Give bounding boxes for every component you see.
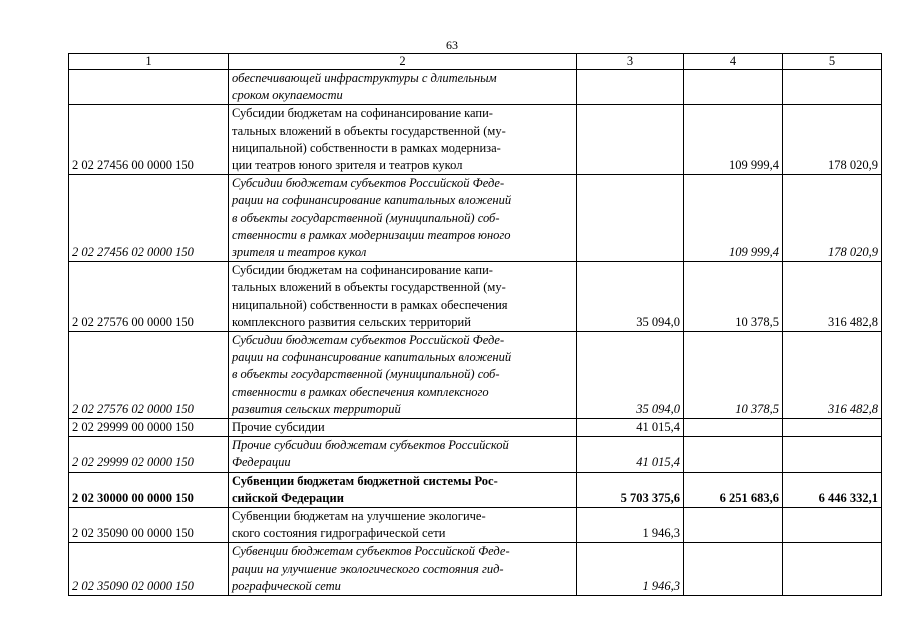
row-value-col3 [577, 105, 684, 175]
table-row [69, 437, 882, 472]
column-header-1: 1 [69, 54, 229, 70]
row-name-line: ственности в рамках модернизации театров юного [232, 227, 511, 242]
table-row [69, 105, 882, 175]
row-code: 2 02 30000 00 0000 150 [69, 472, 229, 507]
row-value-col3 [577, 70, 684, 105]
table-row [69, 262, 882, 332]
row-value-col3: 1 946,3 [577, 543, 684, 596]
row-name-line: ниципальной) собственности в рамках модерниза- [232, 140, 501, 155]
row-code: 2 02 35090 00 0000 150 [69, 508, 229, 543]
table-row [69, 508, 882, 543]
row-value-col3: 41 015,4 [577, 419, 684, 437]
row-value-col5: 316 482,8 [783, 332, 882, 419]
row-value-col5 [783, 543, 882, 596]
row-name [229, 543, 577, 596]
row-name-line: ции театров юного зрителя и театров кукол [232, 158, 463, 173]
row-value-col5 [783, 437, 882, 472]
table-header-row [69, 54, 882, 70]
row-value-col4 [684, 508, 783, 543]
row-name-line: ственности в рамках обеспечения комплексного [232, 384, 489, 399]
row-name-line: Прочие субсидии бюджетам субъектов Российской [232, 438, 509, 453]
row-value-col4: 10 378,5 [684, 332, 783, 419]
row-name [229, 105, 577, 175]
row-name-line: зрителя и театров кукол [232, 245, 367, 260]
row-name [229, 508, 577, 543]
row-code: 2 02 27576 02 0000 150 [69, 332, 229, 419]
table-row [69, 543, 882, 596]
row-name-line: Субсидии бюджетам на софинансирование капи- [232, 106, 493, 121]
row-name-line: рации на софинансирование капитальных вложений [232, 350, 512, 365]
row-name-line: рации на улучшение экологического состояния гид- [232, 561, 504, 576]
row-value-col5: 178 020,9 [783, 175, 882, 262]
row-name-line: тальных вложений в объекты государственной (му- [232, 280, 506, 295]
row-value-col3: 35 094,0 [577, 332, 684, 419]
row-name [229, 419, 577, 437]
row-name-line: тальных вложений в объекты государственной (му- [232, 123, 506, 138]
row-name-line: Субсидии бюджетам на софинансирование капи- [232, 263, 493, 278]
row-name-line: Субвенции бюджетам субъектов Российской Феде- [232, 544, 510, 559]
row-value-col3 [577, 175, 684, 262]
table-row [69, 419, 882, 437]
column-header-5: 5 [783, 54, 882, 70]
column-header-4: 4 [684, 54, 783, 70]
row-value-col4 [684, 437, 783, 472]
row-value-col4: 109 999,4 [684, 175, 783, 262]
row-name-line: ского состояния гидрографической сети [232, 526, 446, 541]
row-value-col4: 10 378,5 [684, 262, 783, 332]
column-header-3: 3 [577, 54, 684, 70]
page-number: 63 [446, 38, 458, 52]
row-name-line: рации на софинансирование капитальных вложений [232, 193, 512, 208]
row-value-col4 [684, 543, 783, 596]
table-row [69, 175, 882, 262]
row-value-col3: 5 703 375,6 [577, 472, 684, 507]
row-name-line: Прочие субсидии [232, 420, 325, 435]
budget-table [68, 53, 882, 596]
row-value-col4: 6 251 683,6 [684, 472, 783, 507]
row-name-line: Субвенции бюджетам бюджетной системы Рос- [232, 473, 498, 488]
row-name-line: Субсидии бюджетам субъектов Российской Феде- [232, 333, 505, 348]
row-name-line: обеспечивающей инфраструктуры с длительным [232, 71, 497, 85]
row-code: 2 02 35090 02 0000 150 [69, 543, 229, 596]
row-name [229, 70, 577, 105]
row-name [229, 262, 577, 332]
row-code: 2 02 27456 02 0000 150 [69, 175, 229, 262]
row-name [229, 332, 577, 419]
row-value-col5 [783, 419, 882, 437]
row-name-line: рографической сети [232, 578, 341, 593]
row-name [229, 437, 577, 472]
row-name-line: развития сельских территорий [232, 401, 401, 416]
row-value-col5: 178 020,9 [783, 105, 882, 175]
row-value-col4 [684, 419, 783, 437]
row-value-col5 [783, 70, 882, 105]
row-value-col3: 1 946,3 [577, 508, 684, 543]
row-value-col5: 316 482,8 [783, 262, 882, 332]
table-row [69, 70, 882, 105]
row-value-col4 [684, 70, 783, 105]
row-code: 2 02 29999 02 0000 150 [69, 437, 229, 472]
row-code: 2 02 27456 00 0000 150 [69, 105, 229, 175]
row-name-line: в объекты государственной (муниципальной) соб- [232, 367, 500, 382]
row-value-col5 [783, 508, 882, 543]
row-name [229, 472, 577, 507]
row-value-col3: 41 015,4 [577, 437, 684, 472]
table-row [69, 332, 882, 419]
row-code [69, 70, 229, 105]
row-name-line: Федерации [232, 455, 291, 470]
row-name-line: Субсидии бюджетам субъектов Российской Феде- [232, 176, 505, 191]
table-row [69, 472, 882, 507]
column-header-2: 2 [229, 54, 577, 70]
row-name-line: Субвенции бюджетам на улучшение экологиче- [232, 509, 486, 524]
row-name [229, 175, 577, 262]
row-value-col4: 109 999,4 [684, 105, 783, 175]
row-name-line: сроком окупаемости [232, 88, 343, 103]
row-name-line: в объекты государственной (муниципальной) соб- [232, 210, 500, 225]
row-value-col5: 6 446 332,1 [783, 472, 882, 507]
row-value-col3: 35 094,0 [577, 262, 684, 332]
row-name-line: комплексного развития сельских территорий [232, 314, 471, 329]
row-code: 2 02 29999 00 0000 150 [69, 419, 229, 437]
row-name-line: сийской Федерации [232, 490, 344, 505]
row-code: 2 02 27576 00 0000 150 [69, 262, 229, 332]
row-name-line: ниципальной) собственности в рамках обеспечения [232, 297, 508, 312]
